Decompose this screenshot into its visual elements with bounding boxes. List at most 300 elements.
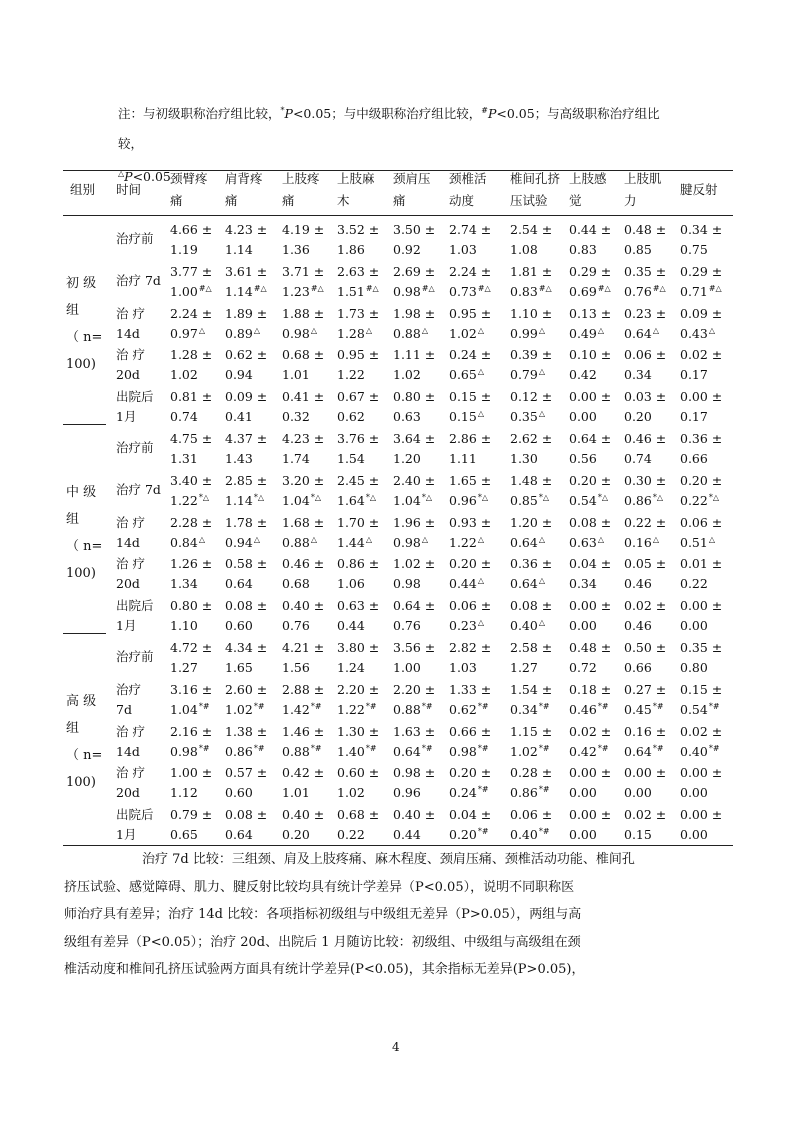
- significance-mark: △: [538, 367, 545, 377]
- para-line: 师治疗具有差异；治疗 14d 比较：各项指标初级组与中级组无差异（P>0.05），两组与高: [64, 907, 582, 922]
- table-cell-mean: 0.05 ±: [624, 556, 667, 572]
- sd-value: 0.22: [680, 576, 708, 592]
- table-cell-mean: 0.34 ±: [680, 222, 723, 237]
- sd-value: 0.16: [624, 534, 652, 550]
- time-label: 20d: [116, 785, 140, 801]
- table-cell-sd: [510, 323, 545, 347]
- sd-value: 0.86: [624, 492, 652, 508]
- significance-mark: *#: [477, 785, 489, 795]
- sd-value: 0.00: [569, 618, 597, 634]
- table-cell-mean: 0.12 ±: [510, 389, 553, 405]
- table-cell-sd: [624, 573, 652, 595]
- sd-value: 1.23: [282, 283, 310, 299]
- table-cell-mean: 0.64 ±: [393, 598, 436, 614]
- table-cell-sd: [624, 281, 666, 305]
- sd-value: 1.03: [449, 242, 477, 257]
- time-label: 出院后: [116, 807, 154, 823]
- significance-mark: △: [538, 534, 545, 544]
- table-cell-sd: [449, 406, 484, 430]
- table-cell-mean: 0.02 ±: [624, 807, 667, 823]
- table-cell-mean: 0.08 ±: [225, 807, 268, 823]
- sd-value: 1.03: [449, 660, 477, 675]
- sd-value: 0.62: [337, 409, 365, 425]
- significance-mark: △: [597, 534, 604, 544]
- table-cell-mean: 0.48 ±: [624, 222, 667, 237]
- table-cell-mean: 1.81 ±: [510, 263, 553, 279]
- group-label: 100): [66, 566, 96, 581]
- table-cell-mean: 1.28 ±: [170, 347, 213, 363]
- sd-value: 1.51: [337, 283, 365, 299]
- column-header: 上肢疼: [282, 171, 320, 186]
- table-cell-mean: 0.00 ±: [569, 389, 612, 405]
- table-cell-sd: [680, 657, 708, 679]
- sd-value: 0.64: [624, 325, 652, 341]
- sd-value: 0.64: [393, 743, 421, 759]
- significance-mark: *#: [597, 701, 609, 711]
- sd-value: 1.14: [225, 283, 253, 299]
- table-cell-mean: 0.46 ±: [282, 556, 325, 572]
- table-cell-mean: 0.00 ±: [680, 389, 723, 405]
- table-cell-sd: [170, 364, 198, 386]
- sd-value: 0.79: [510, 367, 538, 383]
- table-cell-mean: 0.01 ±: [680, 556, 723, 572]
- footnote-line-2: △P<0.05: [118, 169, 171, 185]
- table-cell-sd: [282, 406, 310, 428]
- significance-mark: *#: [365, 701, 377, 711]
- table-cell-sd: [624, 364, 652, 386]
- time-label: 14d: [116, 325, 140, 341]
- table-cell-mean: 1.26 ±: [170, 556, 213, 572]
- significance-mark: △: [198, 534, 205, 544]
- table-cell-sd: [510, 239, 538, 261]
- table-cell-mean: 0.68 ±: [337, 807, 380, 823]
- significance-mark: #△: [421, 283, 435, 293]
- sd-value: 0.64: [510, 576, 538, 592]
- table-cell-mean: 0.80 ±: [170, 598, 213, 614]
- table-cell-mean: 3.56 ±: [393, 640, 436, 655]
- table-cell-mean: 1.30 ±: [337, 723, 380, 739]
- table-cell-mean: 2.82 ±: [449, 640, 492, 655]
- column-header: 动度: [449, 193, 475, 208]
- table-cell-sd: [282, 615, 310, 637]
- sd-value: 1.74: [282, 451, 310, 466]
- sd-value: 0.64: [510, 534, 538, 550]
- table-cell-sd: [510, 657, 538, 679]
- table-cell-mean: 1.68 ±: [282, 514, 325, 530]
- table-cell-sd: [225, 657, 253, 679]
- table-cell-mean: 0.08 ±: [569, 514, 612, 530]
- group-label: 初 级: [66, 276, 97, 291]
- significance-mark: *#: [652, 701, 664, 711]
- sd-value: 1.42: [282, 701, 310, 717]
- table-cell-mean: 0.50 ±: [624, 640, 667, 655]
- sd-value: 1.20: [393, 451, 421, 466]
- significance-mark: *#: [310, 701, 322, 711]
- column-header: 痛: [282, 193, 295, 208]
- sd-value: 0.73: [449, 283, 477, 299]
- table-cell-mean: 2.62 ±: [510, 431, 553, 446]
- sd-value: 0.88: [393, 325, 421, 341]
- table-cell-sd: [282, 281, 324, 305]
- table-cell-sd: [225, 281, 267, 305]
- sd-value: 1.01: [282, 367, 310, 383]
- sd-value: 0.00: [569, 827, 597, 843]
- significance-mark: #△: [652, 283, 666, 293]
- table-rule: [63, 633, 106, 634]
- sd-value: 0.86: [225, 743, 253, 759]
- table-cell-sd: [337, 406, 365, 428]
- column-header: 组别: [70, 182, 96, 197]
- significance-mark: △: [421, 534, 428, 544]
- table-cell-sd: [624, 239, 652, 261]
- significance-mark: *#: [198, 701, 210, 711]
- table-cell-mean: 0.10 ±: [569, 347, 612, 363]
- sd-value: 0.66: [680, 451, 708, 466]
- group-label: 100): [66, 357, 96, 372]
- sd-value: 1.02: [449, 325, 477, 341]
- table-cell-sd: [569, 323, 604, 347]
- table-cell-sd: [393, 782, 421, 804]
- table-cell-sd: [393, 490, 432, 514]
- table-cell-mean: 0.95 ±: [449, 305, 492, 321]
- significance-mark: △: [477, 534, 484, 544]
- table-cell-sd: [225, 406, 253, 428]
- significance-mark: *△: [538, 492, 549, 502]
- sd-value: 0.22: [337, 827, 365, 843]
- table-cell-mean: 1.33 ±: [449, 681, 492, 697]
- time-label: 7d: [116, 701, 132, 717]
- table-cell-mean: 0.68 ±: [282, 347, 325, 363]
- table-cell-mean: 4.37 ±: [225, 431, 268, 446]
- significance-mark: *#: [538, 827, 550, 837]
- table-cell-sd: [569, 490, 608, 514]
- table-cell-mean: 1.20 ±: [510, 514, 553, 530]
- table-cell-mean: 2.86 ±: [449, 431, 492, 446]
- table-cell-mean: 4.19 ±: [282, 222, 325, 237]
- table-cell-sd: [337, 281, 379, 305]
- significance-mark: *#: [597, 743, 609, 753]
- significance-mark: #△: [597, 283, 611, 293]
- sd-value: 0.98: [449, 743, 477, 759]
- group-label: （ n=: [66, 330, 103, 345]
- table-cell-sd: [393, 448, 421, 470]
- sd-value: 0.83: [510, 283, 538, 299]
- table-cell-mean: 2.20 ±: [393, 681, 436, 697]
- sd-value: 0.86: [510, 785, 538, 801]
- time-label: 治 疗: [116, 514, 145, 530]
- significance-mark: △: [708, 534, 715, 544]
- sd-value: 0.46: [624, 618, 652, 634]
- table-cell-sd: [282, 657, 310, 679]
- significance-mark: △: [477, 409, 484, 419]
- table-cell-mean: 0.36 ±: [680, 431, 723, 446]
- sd-value: 0.15: [624, 827, 652, 843]
- table-cell-mean: 0.60 ±: [337, 765, 380, 781]
- sd-value: 0.22: [680, 492, 708, 508]
- significance-mark: △: [538, 325, 545, 335]
- sd-value: 0.76: [624, 283, 652, 299]
- table-cell-sd: [449, 448, 477, 470]
- sd-value: 1.02: [510, 743, 538, 759]
- table-cell-sd: [510, 364, 545, 388]
- significance-mark: *△: [253, 492, 264, 502]
- time-label: 14d: [116, 743, 140, 759]
- table-cell-sd: [337, 824, 365, 846]
- table-cell-sd: [393, 281, 435, 305]
- sd-value: 0.40: [680, 743, 708, 759]
- sd-value: 1.19: [170, 242, 198, 257]
- sd-value: 0.41: [225, 409, 253, 425]
- sd-value: 0.20: [449, 827, 477, 843]
- table-cell-sd: [225, 364, 253, 386]
- significance-mark: △: [538, 409, 545, 419]
- sd-value: 1.43: [225, 451, 253, 466]
- table-cell-sd: [680, 490, 719, 514]
- table-cell-mean: 2.74 ±: [449, 222, 492, 237]
- group-label: 组: [66, 721, 80, 736]
- sd-value: 0.98: [393, 534, 421, 550]
- table-cell-mean: 0.20 ±: [569, 472, 612, 488]
- time-label: 治疗 7d: [116, 481, 161, 497]
- table-cell-sd: [282, 532, 317, 556]
- time-label: 治 疗: [116, 305, 145, 321]
- table-cell-mean: 1.02 ±: [393, 556, 436, 572]
- table-cell-mean: 0.41 ±: [282, 389, 325, 405]
- sd-value: 0.74: [624, 451, 652, 466]
- table-cell-mean: 1.48 ±: [510, 472, 553, 488]
- time-label: 治 疗: [116, 723, 145, 739]
- table-cell-mean: 0.22 ±: [624, 514, 667, 530]
- significance-mark: △: [477, 325, 484, 335]
- sd-value: 0.85: [510, 492, 538, 508]
- table-cell-sd: [225, 615, 253, 637]
- sd-value: 0.00: [680, 827, 708, 843]
- time-label: 治疗 7d: [116, 272, 161, 288]
- table-cell-sd: [393, 364, 421, 386]
- table-cell-sd: [510, 615, 545, 639]
- significance-mark: *#: [477, 743, 489, 753]
- sd-value: 1.31: [170, 451, 198, 466]
- table-cell-sd: [393, 239, 421, 261]
- significance-mark: *#: [253, 743, 265, 753]
- sd-value: 1.56: [282, 660, 310, 675]
- table-cell-mean: 0.00 ±: [680, 598, 723, 614]
- sd-value: 1.22: [337, 367, 365, 383]
- table-cell-mean: 0.63 ±: [337, 598, 380, 614]
- sd-value: 0.00: [624, 785, 652, 801]
- table-cell-mean: 0.30 ±: [624, 472, 667, 488]
- table-cell-mean: 0.39 ±: [510, 347, 553, 363]
- sd-value: 0.98: [282, 325, 310, 341]
- significance-mark: *△: [310, 492, 321, 502]
- table-cell-mean: 0.40 ±: [282, 598, 325, 614]
- sd-value: 1.02: [225, 701, 253, 717]
- group-label: 组: [66, 303, 80, 318]
- sd-value: 1.08: [510, 242, 538, 257]
- table-cell-sd: [624, 782, 652, 804]
- table-cell-sd: [225, 741, 265, 765]
- table-cell-sd: [282, 364, 310, 386]
- table-cell-sd: [282, 782, 310, 804]
- table-cell-sd: [225, 532, 260, 556]
- table-cell-sd: [449, 490, 488, 514]
- table-cell-mean: 0.98 ±: [393, 765, 436, 781]
- sd-value: 1.04: [282, 492, 310, 508]
- table-cell-mean: 1.00 ±: [170, 765, 213, 781]
- table-cell-sd: [393, 615, 421, 637]
- table-cell-sd: [337, 448, 365, 470]
- table-cell-mean: 2.85 ±: [225, 472, 268, 488]
- sd-value: 1.12: [170, 785, 198, 801]
- table-cell-mean: 0.09 ±: [225, 389, 268, 405]
- table-cell-sd: [569, 699, 609, 723]
- table-cell-sd: [569, 532, 604, 556]
- column-header: 上肢感: [569, 171, 607, 186]
- group-label: 组: [66, 512, 80, 527]
- sd-value: 0.97: [170, 325, 198, 341]
- sd-value: 1.22: [170, 492, 198, 508]
- table-cell-mean: 0.04 ±: [569, 556, 612, 572]
- sd-value: 0.68: [282, 576, 310, 592]
- time-label: 治疗前: [116, 649, 154, 664]
- sd-value: 0.35: [510, 409, 538, 425]
- table-cell-sd: [282, 741, 322, 765]
- table-cell-mean: 2.28 ±: [170, 514, 213, 530]
- sd-value: 1.36: [282, 242, 310, 257]
- table-cell-sd: [624, 824, 652, 846]
- table-cell-sd: [569, 364, 597, 386]
- significance-mark: △: [365, 534, 372, 544]
- table-cell-mean: 4.72 ±: [170, 640, 213, 655]
- table-cell-mean: 4.75 ±: [170, 431, 213, 446]
- table-cell-sd: [510, 782, 550, 806]
- table-cell-mean: 0.67 ±: [337, 389, 380, 405]
- column-header: 上肢麻: [337, 171, 375, 186]
- sd-value: 0.44: [393, 827, 421, 843]
- table-cell-mean: 0.46 ±: [624, 431, 667, 446]
- table-cell-sd: [449, 532, 484, 556]
- time-label: 20d: [116, 576, 140, 592]
- table-cell-sd: [569, 741, 609, 765]
- table-cell-sd: [680, 699, 720, 723]
- significance-mark: *△: [421, 492, 432, 502]
- sd-value: 0.34: [569, 576, 597, 592]
- sd-value: 0.74: [170, 409, 198, 425]
- table-cell-mean: 0.86 ±: [337, 556, 380, 572]
- table-cell-sd: [170, 741, 210, 765]
- table-cell-mean: 2.69 ±: [393, 263, 436, 279]
- sd-value: 0.51: [680, 534, 708, 550]
- table-cell-mean: 1.65 ±: [449, 472, 492, 488]
- sd-value: 0.84: [170, 534, 198, 550]
- table-cell-sd: [680, 782, 708, 804]
- table-cell-sd: [225, 573, 253, 595]
- table-cell-mean: 4.34 ±: [225, 640, 268, 655]
- sd-value: 0.42: [569, 743, 597, 759]
- significance-mark: *△: [198, 492, 209, 502]
- table-cell-sd: [680, 239, 708, 261]
- table-cell-sd: [170, 657, 198, 679]
- table-cell-mean: 1.38 ±: [225, 723, 268, 739]
- sd-value: 0.34: [624, 367, 652, 383]
- significance-mark: △: [365, 325, 372, 335]
- sd-value: 1.01: [282, 785, 310, 801]
- table-cell-mean: 0.04 ±: [449, 807, 492, 823]
- table-cell-sd: [337, 615, 365, 637]
- sd-value: 0.88: [282, 743, 310, 759]
- table-cell-sd: [337, 657, 365, 679]
- sd-value: 0.76: [393, 618, 421, 634]
- sd-value: 1.02: [393, 367, 421, 383]
- significance-mark: △: [310, 534, 317, 544]
- time-label: 治 疗: [116, 765, 145, 781]
- significance-mark: #△: [198, 283, 212, 293]
- significance-mark: *#: [421, 701, 433, 711]
- table-cell-sd: [282, 490, 321, 514]
- table-cell-mean: 0.18 ±: [569, 681, 612, 697]
- sd-value: 0.46: [569, 701, 597, 717]
- table-cell-mean: 0.36 ±: [510, 556, 553, 572]
- table-cell-sd: [170, 699, 210, 723]
- table-cell-mean: 0.48 ±: [569, 640, 612, 655]
- table-cell-sd: [393, 532, 428, 556]
- table-cell-sd: [282, 448, 310, 470]
- table-cell-mean: 0.00 ±: [569, 598, 612, 614]
- table-cell-sd: [624, 448, 652, 470]
- sd-value: 0.64: [624, 743, 652, 759]
- sd-value: 1.64: [337, 492, 365, 508]
- table-cell-sd: [393, 699, 433, 723]
- table-cell-sd: [337, 573, 365, 595]
- sd-value: 1.00: [393, 660, 421, 675]
- table-cell-mean: 2.20 ±: [337, 681, 380, 697]
- table-cell-sd: [393, 573, 421, 595]
- sd-value: 1.14: [225, 242, 253, 257]
- sd-value: 1.65: [225, 660, 253, 675]
- table-cell-mean: 0.00 ±: [680, 765, 723, 781]
- significance-mark: *#: [538, 701, 550, 711]
- table-cell-mean: 0.40 ±: [282, 807, 325, 823]
- body-paragraph: [64, 846, 736, 984]
- table-cell-mean: 1.10 ±: [510, 305, 553, 321]
- table-cell-sd: [225, 448, 253, 470]
- sd-value: 0.23: [449, 618, 477, 634]
- table-cell-mean: 3.80 ±: [337, 640, 380, 655]
- table-cell-sd: [170, 532, 205, 556]
- table-cell-mean: 3.40 ±: [170, 472, 213, 488]
- table-cell-sd: [170, 281, 212, 305]
- sd-value: 0.56: [569, 451, 597, 466]
- significance-mark: △: [538, 618, 545, 628]
- table-cell-mean: 0.29 ±: [680, 263, 723, 279]
- significance-mark: *#: [477, 701, 489, 711]
- table-cell-sd: [449, 323, 484, 347]
- sd-value: 0.76: [282, 618, 310, 634]
- table-cell-mean: 0.28 ±: [510, 765, 553, 781]
- sd-value: 0.88: [282, 534, 310, 550]
- sd-value: 0.98: [393, 283, 421, 299]
- sd-value: 0.72: [569, 660, 597, 675]
- table-cell-sd: [282, 573, 310, 595]
- significance-mark: △: [477, 618, 484, 628]
- significance-mark: *△: [365, 492, 376, 502]
- sd-value: 0.94: [225, 367, 253, 383]
- table-cell-mean: 0.15 ±: [680, 681, 723, 697]
- table-cell-mean: 1.70 ±: [337, 514, 380, 530]
- significance-mark: *#: [538, 785, 550, 795]
- group-label: 高 级: [66, 694, 97, 709]
- table-cell-sd: [393, 406, 421, 428]
